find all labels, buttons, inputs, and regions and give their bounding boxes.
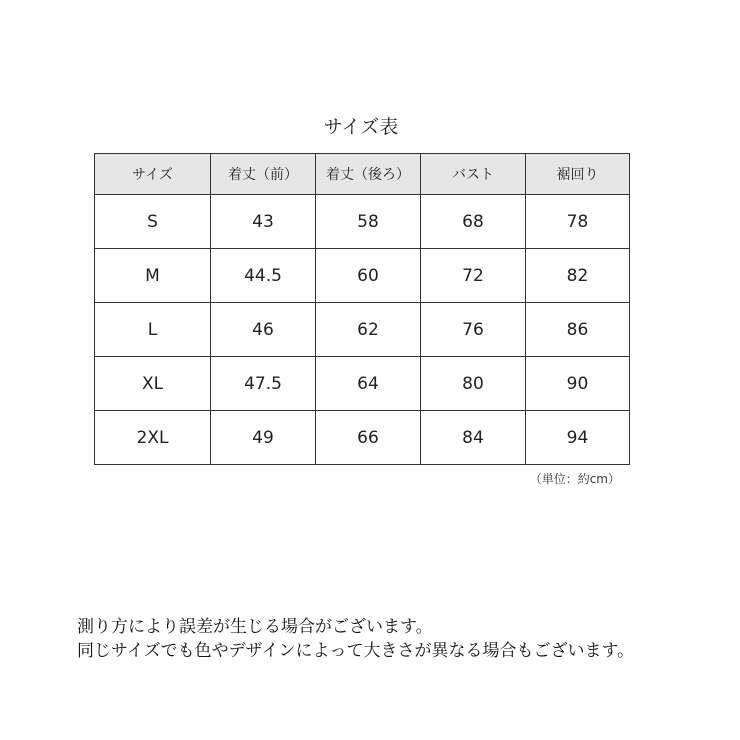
cell-back-length: 58 <box>316 195 421 249</box>
cell-bust: 80 <box>421 357 526 411</box>
header-back-length: 着丈（後ろ） <box>316 154 421 195</box>
header-hem: 裾回り <box>526 154 630 195</box>
cell-size: L <box>95 303 211 357</box>
table-header-row <box>95 154 630 195</box>
header-bust: バスト <box>421 154 526 195</box>
page-title: サイズ表 <box>323 116 399 138</box>
header-size: サイズ <box>95 154 211 195</box>
table-row <box>95 195 630 249</box>
cell-back-length: 62 <box>316 303 421 357</box>
size-table <box>94 153 630 465</box>
cell-hem: 78 <box>526 195 630 249</box>
cell-bust: 84 <box>421 411 526 465</box>
cell-size: S <box>95 195 211 249</box>
cell-hem: 86 <box>526 303 630 357</box>
cell-bust: 72 <box>421 249 526 303</box>
cell-front-length: 49 <box>211 411 316 465</box>
table-row <box>95 411 630 465</box>
cell-size: 2XL <box>95 411 211 465</box>
notes <box>77 615 634 663</box>
table-row <box>95 303 630 357</box>
header-front-length: 着丈（前） <box>211 154 316 195</box>
cell-hem: 82 <box>526 249 630 303</box>
note-line: 同じサイズでも色やデザインによって大きさが異なる場合もございます。 <box>77 641 635 661</box>
cell-front-length: 47.5 <box>211 357 316 411</box>
cell-hem: 90 <box>526 357 630 411</box>
cell-bust: 76 <box>421 303 526 357</box>
cell-size: XL <box>95 357 211 411</box>
cell-front-length: 43 <box>211 195 316 249</box>
table-row <box>95 357 630 411</box>
cell-bust: 68 <box>421 195 526 249</box>
unit-note: （単位：約cm） <box>529 472 620 486</box>
table-row <box>95 249 630 303</box>
cell-hem: 94 <box>526 411 630 465</box>
cell-front-length: 44.5 <box>211 249 316 303</box>
note-line: 測り方により誤差が生じる場合がございます。 <box>77 617 433 637</box>
cell-size: M <box>95 249 211 303</box>
cell-back-length: 66 <box>316 411 421 465</box>
cell-back-length: 64 <box>316 357 421 411</box>
cell-front-length: 46 <box>211 303 316 357</box>
cell-back-length: 60 <box>316 249 421 303</box>
